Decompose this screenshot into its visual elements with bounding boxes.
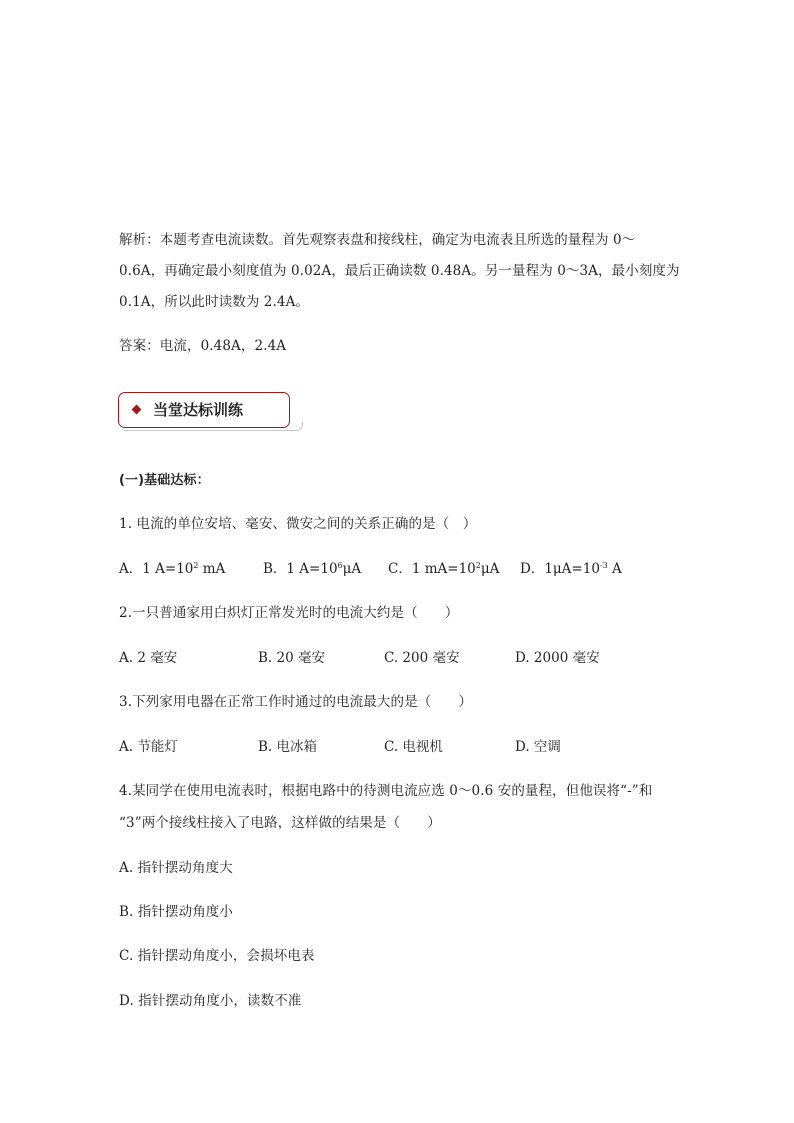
question-4-option-d: D. 指针摆动角度小，读数不准 — [119, 993, 302, 1009]
question-1-option-b: B．1 $A=10^6\mu A$ — [263, 561, 362, 577]
question-3-option-b: B. 电冰箱 — [258, 739, 318, 755]
answer-line: 答案：电流，0.48A，2.4A — [119, 338, 287, 354]
question-2-option-c: C. 200 毫安 — [384, 650, 460, 666]
diamond-icon — [132, 405, 142, 415]
question-2-option-a: A. 2 毫安 — [119, 650, 178, 666]
question-3-option-a: A. 节能灯 — [119, 739, 178, 755]
question-4-stem-line-1: 4.某同学在使用电流表时，根据电路中的待测电流应选 0～0.6 安的量程，但他误将“-”和 — [119, 783, 653, 799]
analysis-line-3: 0.1A，所以此时读数为 2.4A。 — [119, 294, 310, 310]
analysis-line-2: 0.6A，再确定最小刻度值为 0.02A，最后正确读数 0.48A。另一量程为 0～3A，最小刻度为 — [119, 263, 680, 279]
question-2-stem: 2.一只普通家用白炽灯正常发光时的电流大约是（ ） — [119, 605, 459, 621]
subsection-heading: (一)基础达标： — [119, 473, 210, 488]
question-4-option-a: A. 指针摆动角度大 — [119, 860, 233, 876]
question-3-option-d: D. 空调 — [515, 739, 561, 755]
question-3-option-c: C. 电视机 — [384, 739, 443, 755]
question-4-stem-line-2: “3”两个接线柱接入了电路，这样做的结果是（ ） — [119, 815, 441, 831]
analysis-line-1: 解析：本题考查电流读数。首先观察表盘和接线柱，确定为电流表且所选的量程为 0～ — [119, 232, 636, 248]
question-3-stem: 3.下列家用电器在正常工作时通过的电流最大的是（ ） — [119, 694, 473, 710]
question-1-option-d: D．$1\mu A=10^{-3}$ A — [520, 561, 622, 577]
section-title: 当堂达标训练 — [153, 401, 244, 419]
question-4-option-c: C. 指针摆动角度小，会损坏电表 — [119, 948, 315, 964]
question-2-option-d: D. 2000 毫安 — [515, 650, 600, 666]
question-1-option-c: C．1 $mA=10^2\mu A$ — [388, 561, 500, 577]
section-badge — [118, 392, 290, 428]
question-1-stem: 1. 电流的单位安培、毫安、微安之间的关系正确的是（ ） — [119, 516, 477, 532]
question-4-option-b: B. 指针摆动角度小 — [119, 904, 234, 920]
question-1-option-a: A．1 $A=10^2$ mA — [119, 561, 226, 577]
question-2-option-b: B. 20 毫安 — [258, 650, 325, 666]
